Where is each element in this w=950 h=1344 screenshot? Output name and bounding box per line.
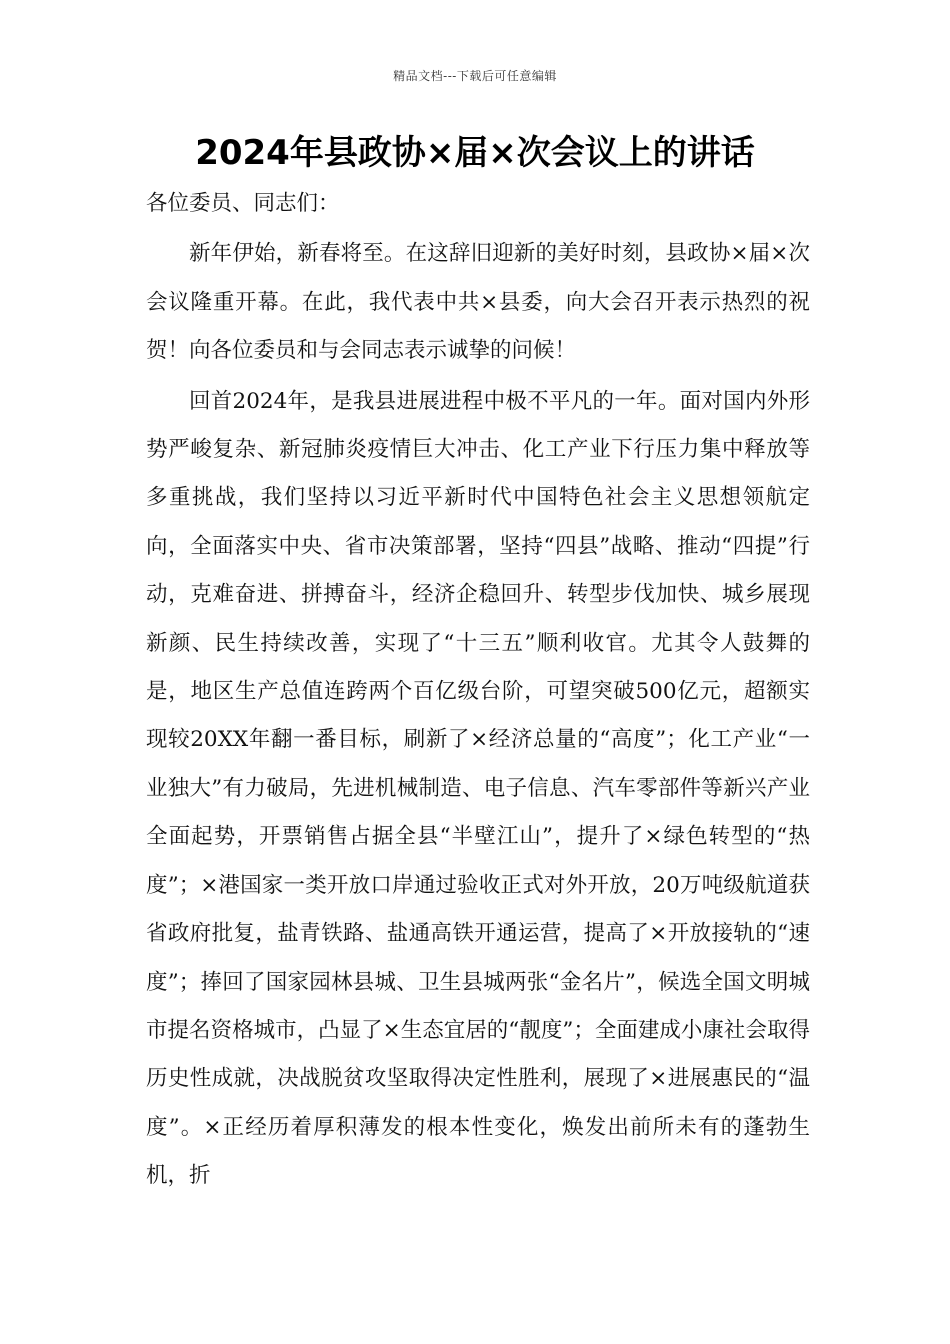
paragraph-2: 回首2024年，是我县进展进程中极不平凡的一年。面对国内外形势严峻复杂、新冠肺炎疫情巨大冲击、化工产业下行压力集中释放等多重挑战，我们坚持以习近平新时代中国特色社会主义思想领航定向，全面落实中央、省市决策部署，坚持“四县”战略、推动“四提”行动，克难奋进、拼搏奋斗，经济企稳回升、转型步伐加快、城乡展现新颜、民生持续改善，实现了“十三五”顺利收官。尤其令人鼓舞的是，地区生产总值连跨两个百亿级台阶，可望突破500亿元，超额实现较20XX年翻一番目标，刷新了×经济总量的“高度”；化工产业“一业独大”有力破局，先进机械制造、电子信息、汽车零部件等新兴产业全面起势，开票销售占据全县“半壁江山”，提升了×绿色转型的“热度”；×港国家一类开放口岸通过验收正式对外开放，20万吨级航道获省政府批复，盐青铁路、盐通高铁开通运营，提高了×开放接轨的“速度”；捧回了国家园林县城、卫生县城两张“金名片”，候选全国文明城市提名资格城市，凸显了×生态宜居的“靓度”；全面建成小康社会取得历史性成就，决战脱贫攻坚取得决定性胜利，展现了×进展惠民的“温度”。×正经历着厚积薄发的根本性变化，焕发出前所未有的蓬勃生机，折 <box>146 388 810 1189</box>
header-note: 精品文档---下载后可任意编辑 <box>393 69 557 83</box>
document-body <box>146 180 810 1201</box>
salutation: 各位委员、同志们： <box>146 191 340 216</box>
paragraph-1: 新年伊始，新春将至。在这辞旧迎新的美好时刻，县政协×届×次会议隆重开幕。在此，我代表中共×县委，向大会召开表示热烈的祝贺！向各位委员和与会同志表示诚挚的问候！ <box>146 241 810 364</box>
document-title: 2024年县政协×届×次会议上的讲话 <box>195 133 755 173</box>
